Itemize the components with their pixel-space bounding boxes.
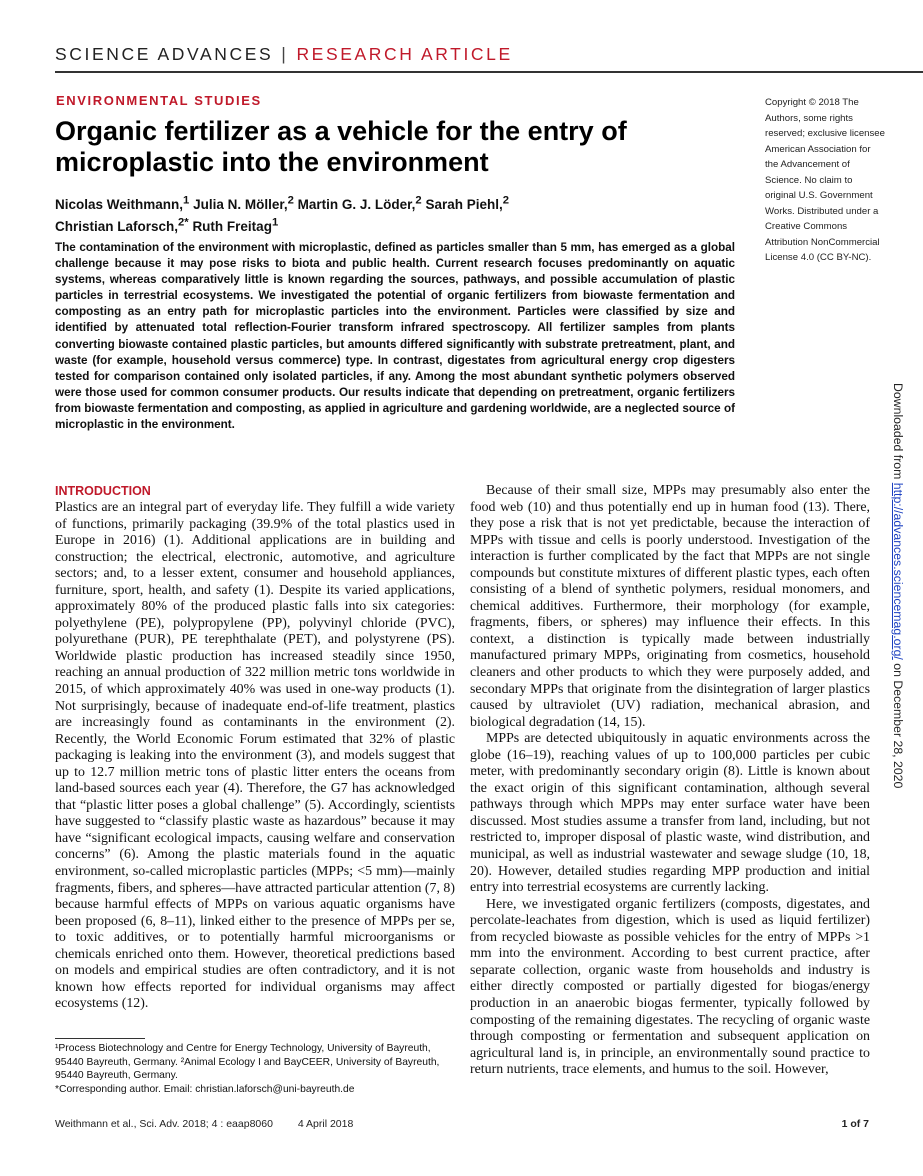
article-type: RESEARCH ARTICLE <box>296 44 513 64</box>
body-paragraph: Because of their small size, MPPs may presumably also enter the food web (10) and thus potentially end up in human food (13). There, they pose a risk that is not yet predictable, because the interaction of MPPs with tissue and cells is poorly understood. Investigation of the interaction is further complicated by the fact that MPPs are not single compounds but constitute mixtures of different plastic types, each often consisting of a blend of synthetic polymers, residual monomers, and chemical additives. Furthermore, their morphology (for example, fragments, fibers, or spheres) may influence their effects. In this context, a distinction is typically made between industrially manufactured primary MPPs, originating from cosmetics, household cleaners and other products to which they were purposely added, and secondary MPPs that originate from the disintegration of larger plastics caused by ultraviolet (UV) radiation, mechanical abrasion, and biological degradation (14, 15). <box>470 483 870 730</box>
right-column <box>470 483 870 1079</box>
publication-date: 4 April 2018 <box>297 1118 354 1130</box>
journal-header <box>55 44 513 65</box>
author: Nicolas Weithmann,$^1$ <box>55 194 190 212</box>
page-footer <box>55 1118 869 1130</box>
author: Ruth Freitag$^1$ <box>192 216 279 234</box>
introduction-heading: INTRODUCTION <box>55 484 151 498</box>
author: Sarah Piehl,$^2$ <box>425 194 509 212</box>
article-title: Organic fertilizer as a vehicle for the entry of microplastic into the environment <box>55 116 627 177</box>
journal-link[interactable]: http://advances.sciencemag.org/ <box>891 482 905 660</box>
left-column <box>55 483 455 1013</box>
page-number: 1 of 7 <box>841 1118 869 1130</box>
download-note: Downloaded from http://advances.sciencemag.org/ on December 28, 2020 <box>891 383 905 789</box>
footnotes <box>55 1042 460 1096</box>
body-paragraph: Plastics are an integral part of everyday life. They fulfill a wide variety of functions, primarily packaging (39.9% of the total plastics used in Europe in 2016) (1). Additional applications are in building and construction; the electrical, electronic, automotive, and agriculture sectors; and, to a lesser extent, consumer and household appliances, furniture, sport, health, and safety (1). Despite its varied applications, approximately 80% of the produced plastic falls into six categories: polyethylene (PE), polypropylene (PP), polyvinyl chloride (PVC), polyurethane (PUR), PE terephthalate (PET), and polystyrene (PS). Worldwide plastic production has increased steadily since 1950, reaching an annual production of 322 million metric tons worldwide in 2015, of which approximately 40% was used in one-way products (1). Not surprisingly, because of inadequate end-of-life treatment, plastics are increasingly found as contaminants in the environment (2). Recently, the World Economic Forum estimated that 32% of plastic packaging is leaking into the environment (3), and models suggest that up to 12.7 million metric tons of plastic litter enters the oceans from land-based sources each year (4). Therefore, the G7 has acknowledged that “plastic litter poses a global challenge” (5). Accordingly, scientists have suggested to “classify plastic waste as hazardous” because it may have “significant ecological impacts, causing welfare and conservation concerns” (6). Among the plastic materials found in the aquatic environment, so-called microplastic particles (MPPs; <5 mm)—mainly fragments, fibers, and spheres—have attracted particular attention (7, 8) because harmful effects of MPPs on various aquatic organisms have been proposed (6, 8–11), linked either to the presence of MPPs per se, to toxic additives, or to potentially harmful microorganisms or chemicals enriched onto them. However, theoretical predictions based on models and empirical studies are often contradictory, and it is not known how effects reported for individual organisms may affect ecosystems (12). <box>55 500 455 1012</box>
author: Christian Laforsch,$^{2*}$ <box>55 216 189 234</box>
body-paragraph: MPPs are detected ubiquitously in aquatic environments across the globe (16–19), reaching values of up to 100,000 particles per cubic meter, with predominantly secondary origin (8). Little is known about the exact origin of this significant contamination, although several pathways through which MPPs may enter surface water have been discussed. Most studies assume a transfer from land, including, but not restricted to, improper disposal of plastic waste, wind distribution, and municipal, as well as industrial wastewater and sewage sludge (10, 18, 20). However, detailed studies regarding MPP production and initial entry into terrestrial ecosystems are currently lacking. <box>470 731 870 896</box>
corresponding-author: *Corresponding author. Email: christian.laforsch@uni-bayreuth.de <box>55 1083 355 1095</box>
author-list <box>55 191 655 236</box>
author: Martin G. J. Löder,$^2$ <box>297 194 422 212</box>
body-paragraph: Here, we investigated organic fertilizers (composts, digestates, and percolate-leachates from digestion, which is used as liquid fertilizer) from recycled biowaste as possible vehicles for the entry of MPPs >1 mm into the environment. According to best current practice, after separate collection, organic waste from households and industry is either directly composted or partially digested for biogas/energy production in an anaerobic biogas fermenter, typically followed by composting of the remaining digestates. The recycling of organic waste through composting or fermentation and subsequent application on agricultural land is, in principle, an environmentally sound practice to return nutrients, trace elements, and humus to the soil. However, <box>470 896 870 1078</box>
footnote-rule <box>55 1038 145 1039</box>
section-label: ENVIRONMENTAL STUDIES <box>56 93 262 108</box>
header-separator: | <box>281 44 289 64</box>
citation: Weithmann et al., Sci. Adv. 2018; 4 : eaap8060 <box>55 1118 273 1130</box>
header-rule <box>55 71 923 73</box>
copyright-notice: Copyright © 2018 The Authors, some rights reserved; exclusive licensee American Association for the Advancement of Science. No claim to original U.S. Government Works. Distributed under a Creative Commons Attribution NonCommercial License 4.0 (CC BY-NC). <box>765 97 885 263</box>
author: Julia N. Möller,$^2$ <box>193 194 294 212</box>
abstract: The contamination of the environment with microplastic, defined as particles smaller than 5 mm, has emerged as a global challenge because it may pose risks to biota and public health. Current research focuses predominantly on aquatic systems, whereas comparatively little is known regarding the sources, pathways, and possible accumulation of plastic particles in terrestrial ecosystems. We investigated the potential of organic fertilizers from biowaste fermentation and composting as an entry path for microplastic particles into the environment. Particles were classified by size and identified by attenuated total reflection-Fourier transform infrared spectroscopy. All fertilizer samples from plants converting biowaste contained plastic particles, but amounts differed significantly with substrate pretreatment, plant, and waste (for example, household versus commerce) type. In contrast, digestates from agricultural energy crop digesters tested for comparison contained only isolated particles, if any. Among the most abundant synthetic polymers observed were those used for common consumer products. Our results indicate that depending on pretreatment, organic fertilizers from biowaste fermentation and composting, as applied in agriculture and gardening worldwide, are a neglected source of microplastic in the environment. <box>55 241 735 432</box>
journal-name: SCIENCE ADVANCES <box>55 44 274 64</box>
affiliations: ¹Process Biotechnology and Centre for Energy Technology, University of Bayreuth, 95440 Bayreuth, Germany. ²Animal Ecology I and BayCEER, University of Bayreuth, 95440 Bayreuth, Germany. <box>55 1043 440 1081</box>
